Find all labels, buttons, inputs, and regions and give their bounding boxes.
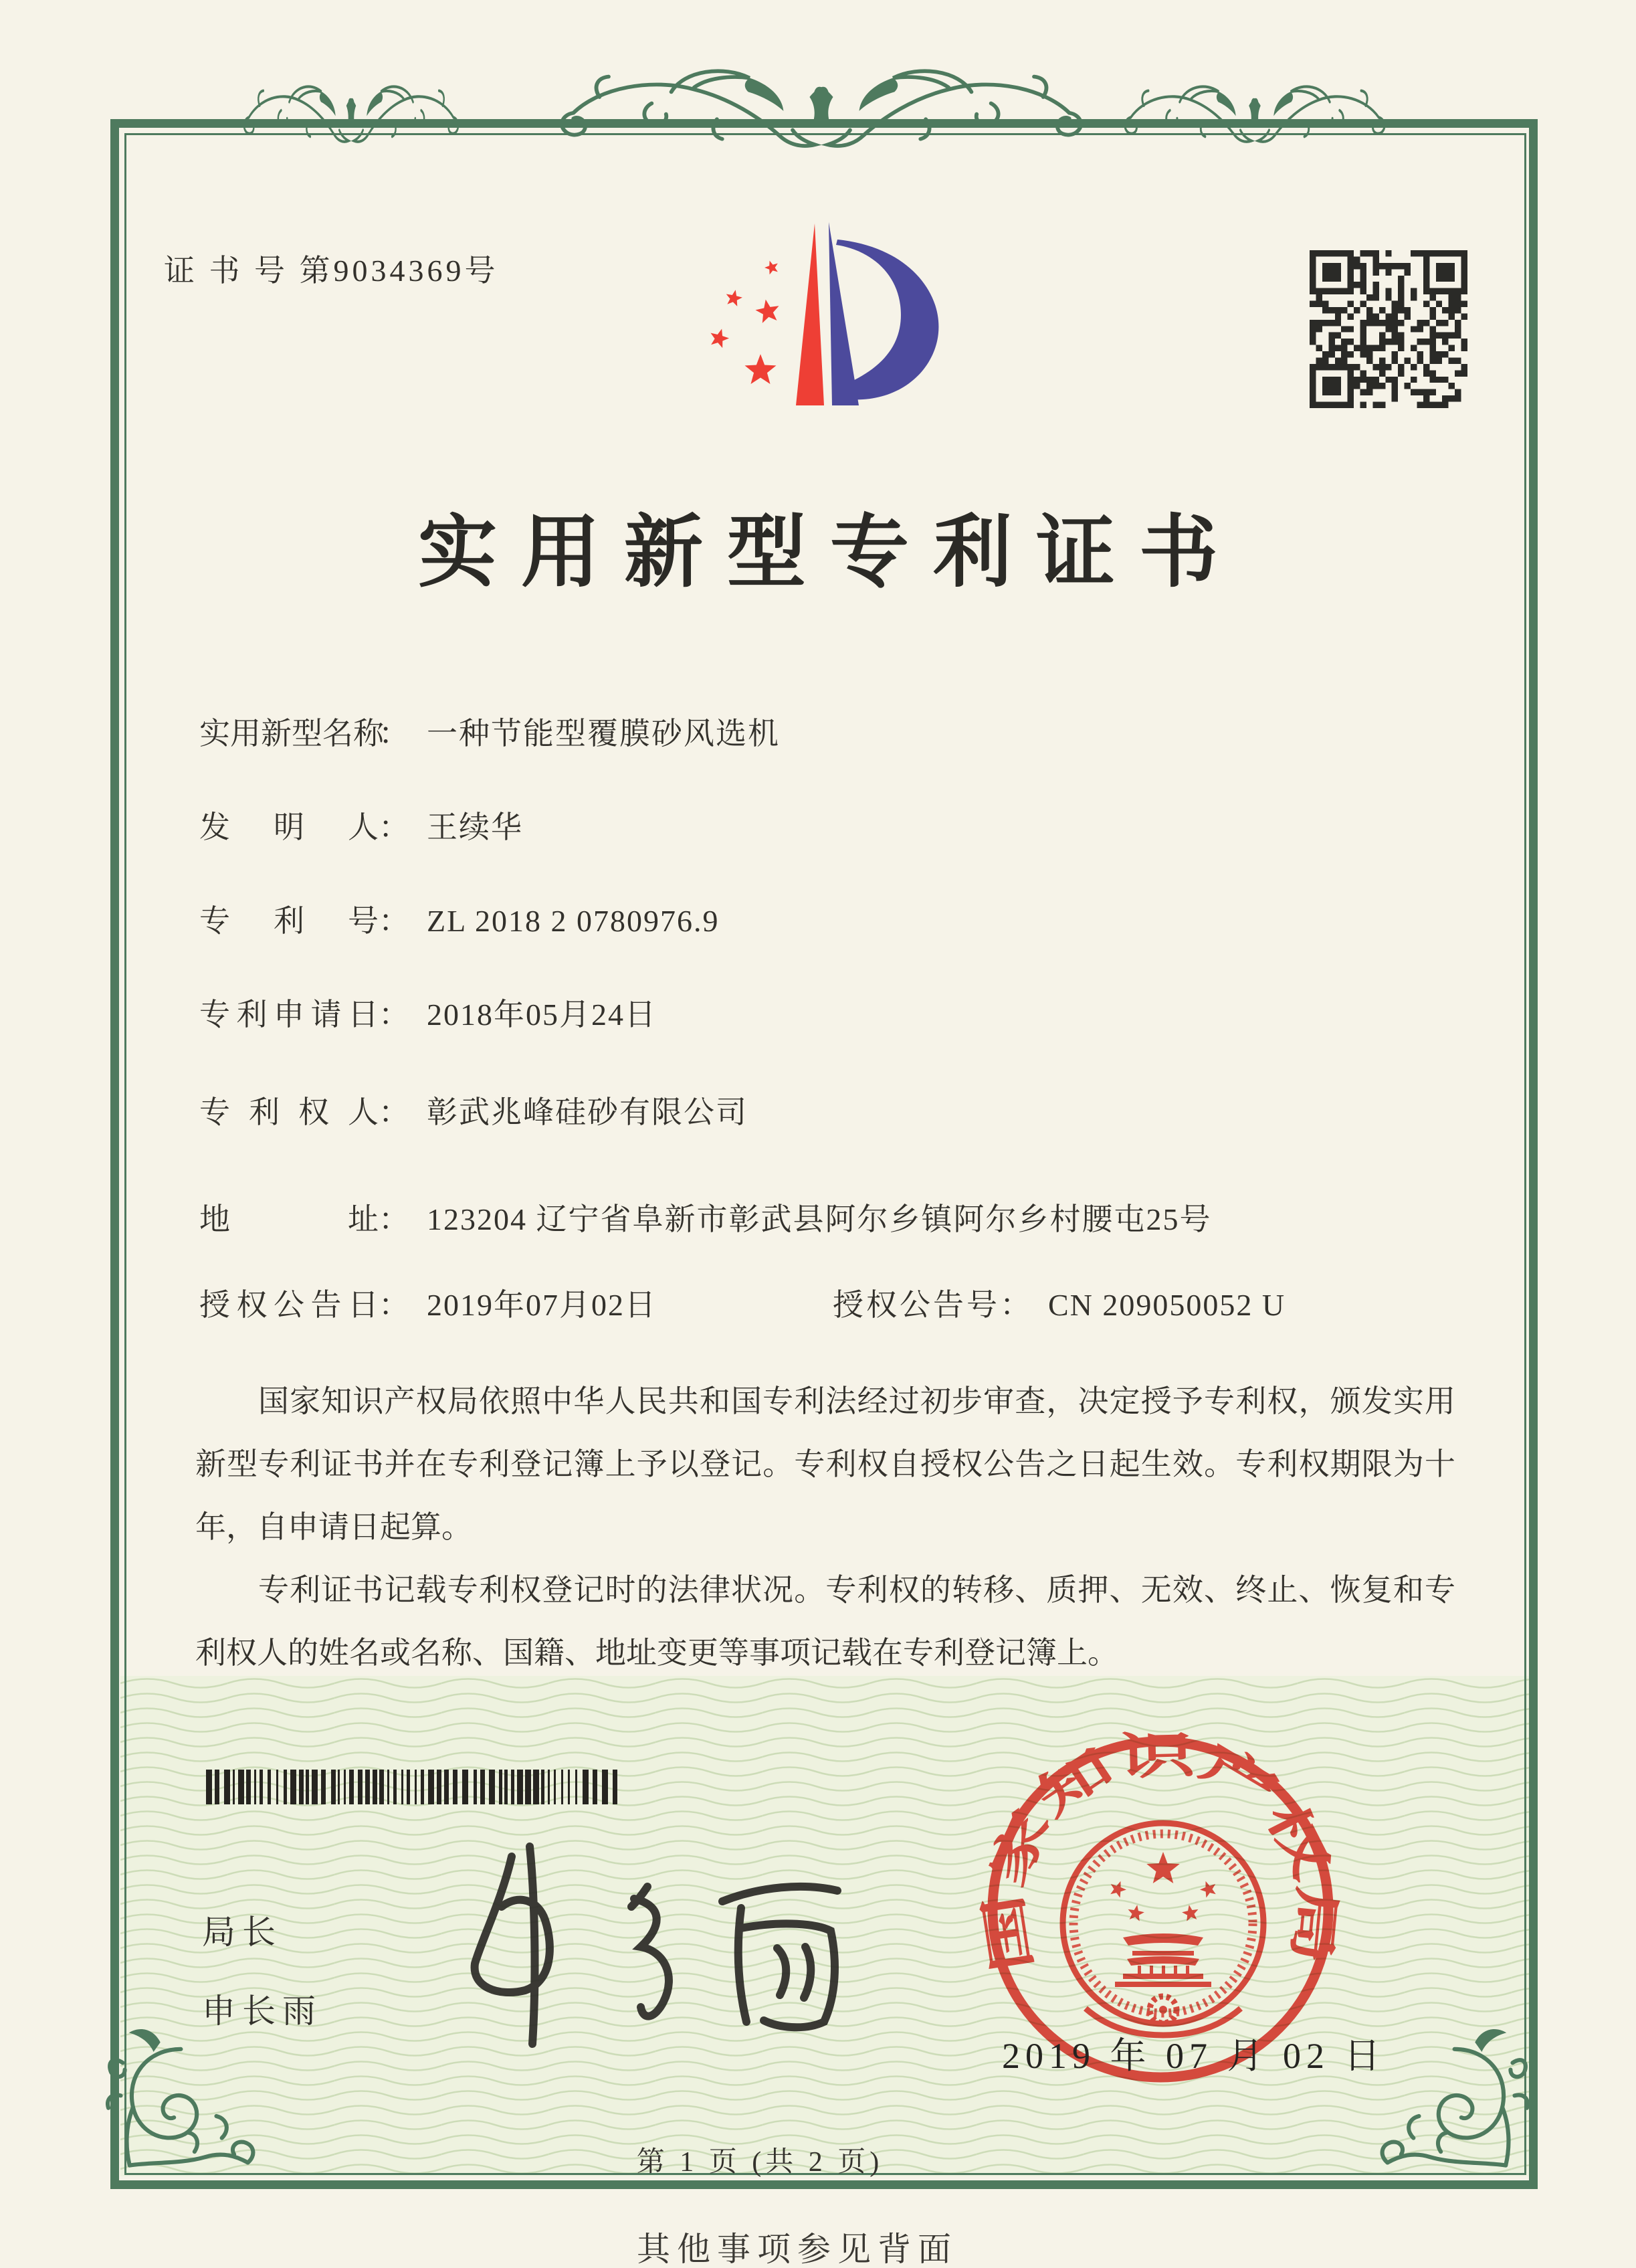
field-colon: ：	[379, 998, 409, 1032]
barcode	[205, 1770, 626, 1804]
field-row-address	[199, 1195, 1212, 1239]
paragraph: 国家知识产权局依照中华人民共和国专利法经过初步审查，决定授予专利权，颁发实用新型专利证书并在专利登记簿上予以登记。专利权自授权公告之日起生效。专利权期限为十年，自申请日起算。	[195, 1384, 1455, 1544]
field-row-filing-date	[199, 990, 657, 1034]
top-right-dragon-ornament	[1121, 78, 1389, 153]
field-label: 地址	[199, 1202, 379, 1236]
field-value: 123204 辽宁省阜新市彰武县阿尔乡镇阿尔乡村腰屯25号	[427, 1202, 1212, 1236]
field-row-patentee	[199, 1088, 748, 1132]
seal-text: 国家知识产权局	[979, 1729, 1344, 1976]
field-label: 授权公告号	[833, 1288, 1000, 1322]
field-colon: ：	[379, 1095, 409, 1129]
field-row-name	[199, 709, 780, 753]
field-colon: ：	[379, 904, 409, 938]
field-colon: ：	[379, 810, 409, 844]
field-value: 2019年07月02日	[427, 1288, 657, 1322]
director-title: 局长	[202, 1913, 282, 1951]
field-label: 专利权人	[199, 1095, 379, 1129]
field-row-patent-no	[199, 896, 720, 941]
seal-date: 2019 年 07 月 02 日	[1002, 2036, 1386, 2076]
top-left-dragon-ornament	[241, 78, 462, 153]
field-label: 实用新型名称	[199, 717, 384, 751]
field-value: ZL 2018 2 0780976.9	[427, 904, 720, 938]
grant-number-group	[833, 1281, 1286, 1325]
field-value: CN 209050052 U	[1048, 1288, 1286, 1322]
field-label: 发明人	[199, 810, 379, 844]
field-label: 授权公告日	[199, 1288, 379, 1322]
page-number: 第 1 页 (共 2 页)	[636, 2147, 884, 2178]
field-label: 专利号	[199, 904, 379, 938]
field-row-inventor	[199, 803, 523, 847]
legal-paragraphs	[195, 1370, 1455, 1685]
field-colon: ：	[379, 1288, 409, 1322]
logo-red-wedge	[796, 223, 824, 405]
seal-national-emblem	[1063, 1823, 1263, 2035]
field-colon: ：	[1000, 1288, 1031, 1322]
top-center-dragon-ornament	[554, 59, 1089, 161]
field-label: 专利申请日	[199, 998, 379, 1032]
logo-blue-wedge	[829, 222, 859, 405]
director-name: 申长雨	[202, 1992, 322, 2030]
paragraph: 专利证书记载专利权登记时的法律状况。专利权的转移、质押、无效、终止、恢复和专利权人的姓名或名称、国籍、地址变更等事项记载在专利登记簿上。	[195, 1573, 1455, 1670]
back-side-note: 其他事项参见背面	[637, 2231, 958, 2268]
qr-code	[1310, 250, 1467, 408]
field-value: 2018年05月24日	[427, 998, 657, 1032]
certificate-number: 证 书 号 第9034369号	[164, 254, 499, 288]
cnipa-logo	[696, 211, 950, 420]
field-colon: ：	[379, 717, 409, 751]
director-signature	[375, 1806, 883, 2074]
field-value: 彰武兆峰硅砂有限公司	[427, 1095, 748, 1129]
field-value: 王续华	[427, 810, 523, 844]
field-value: 一种节能型覆膜砂风选机	[427, 717, 780, 751]
field-row-grant	[199, 1281, 1470, 1325]
certificate-title: 实用新型专利证书	[417, 509, 1242, 597]
logo-stars	[708, 258, 781, 384]
field-colon: ：	[379, 1202, 409, 1236]
